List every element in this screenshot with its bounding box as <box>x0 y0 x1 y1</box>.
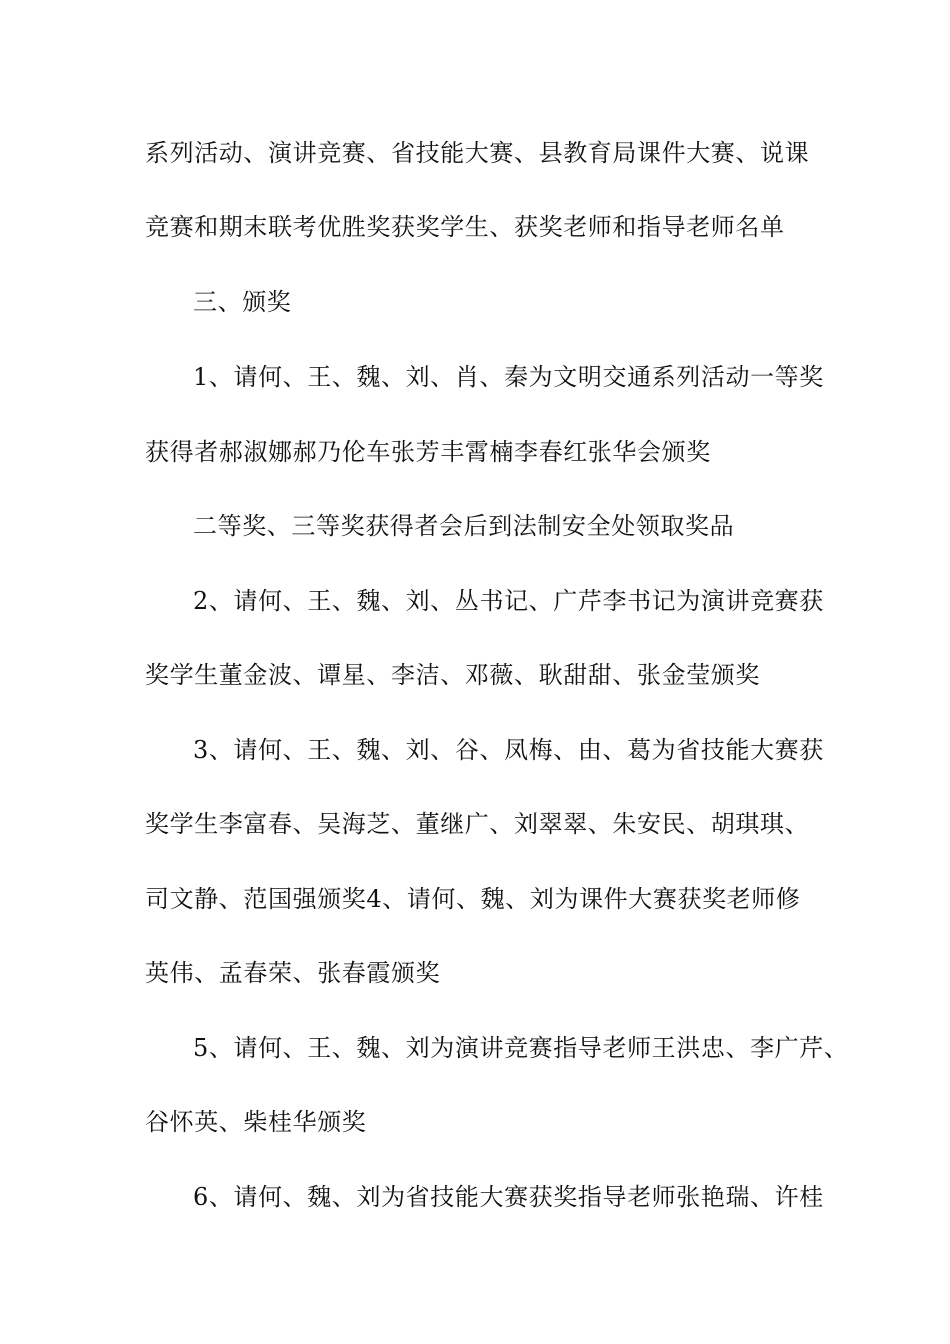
paragraph-line: 竞赛和期末联考优胜奖获奖学生、获奖老师和指导老师名单 <box>145 213 785 241</box>
paragraph-line: 5、请何、王、魏、刘为演讲竞赛指导老师王洪忠、李广芹、 <box>193 1034 849 1062</box>
paragraph-line: 2、请何、王、魏、刘、丛书记、广芹李书记为演讲竞赛获 <box>193 587 824 615</box>
paragraph-line: 系列活动、演讲竞赛、省技能大赛、县教育局课件大赛、说课 <box>145 139 810 167</box>
paragraph-line: 获得者郝淑娜郝乃伦车张芳丰霄楠李春红张华会颁奖 <box>145 438 711 466</box>
paragraph-line: 二等奖、三等奖获得者会后到法制安全处领取奖品 <box>193 512 735 540</box>
paragraph-line: 英伟、孟春荣、张春霞颁奖 <box>145 959 441 987</box>
paragraph-line: 3、请何、王、魏、刘、谷、凤梅、由、葛为省技能大赛获 <box>193 736 824 764</box>
section-heading: 三、颁奖 <box>193 288 292 316</box>
paragraph-line: 司文静、范国强颁奖4、请何、魏、刘为课件大赛获奖老师修 <box>145 885 801 913</box>
paragraph-line: 奖学生李富春、吴海芝、董继广、刘翠翠、朱安民、胡琪琪、 <box>145 810 810 838</box>
paragraph-line: 1、请何、王、魏、刘、肖、秦为文明交通系列活动一等奖 <box>193 363 824 391</box>
paragraph-line: 6、请何、魏、刘为省技能大赛获奖指导老师张艳瑞、许桂 <box>193 1183 824 1211</box>
paragraph-line: 谷怀英、柴桂华颁奖 <box>145 1108 367 1136</box>
paragraph-line: 奖学生董金波、谭星、李洁、邓薇、耿甜甜、张金莹颁奖 <box>145 661 760 689</box>
